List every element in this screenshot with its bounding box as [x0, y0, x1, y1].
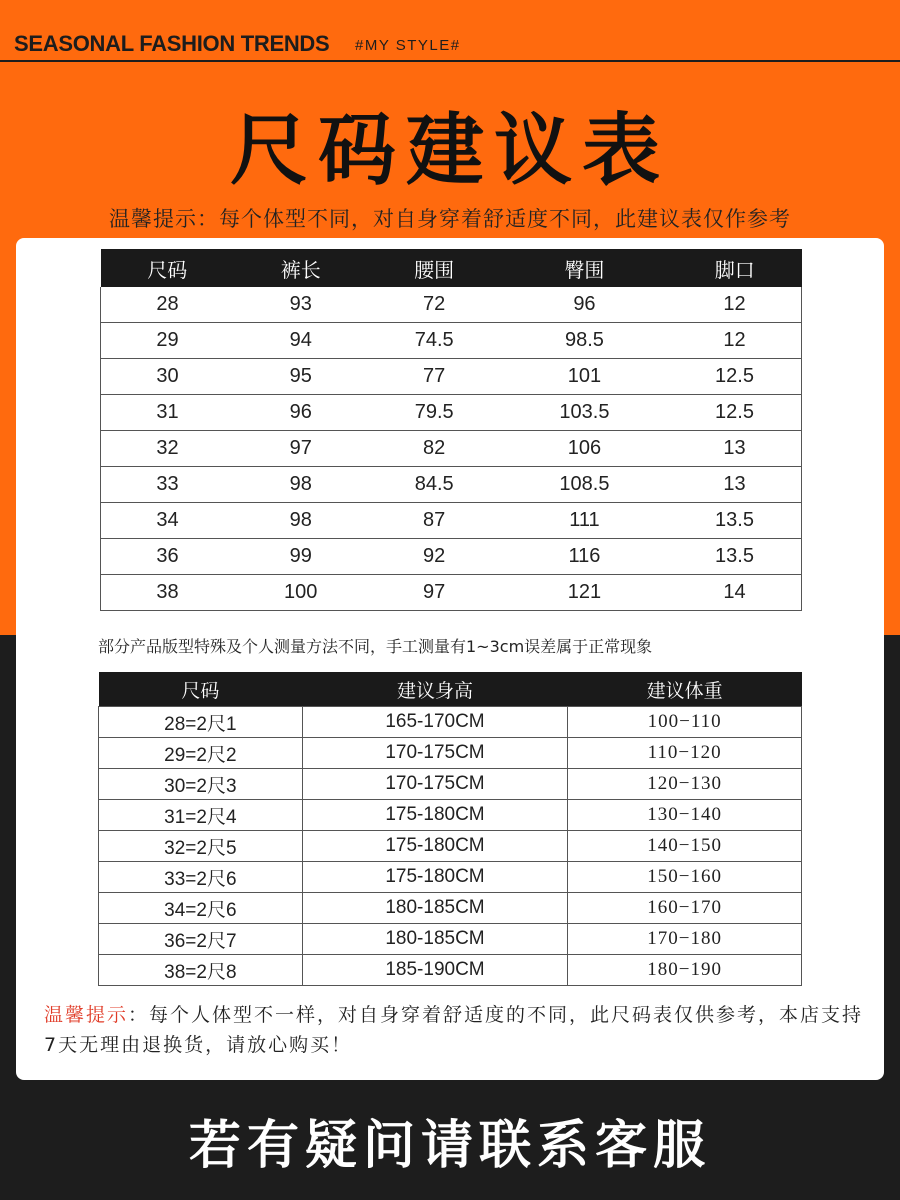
table-cell: 99 — [234, 539, 367, 575]
table-cell: 96 — [501, 287, 668, 323]
table-cell: 12.5 — [668, 359, 802, 395]
table-row — [101, 395, 802, 431]
table-cell: 160−170 — [568, 893, 802, 924]
table-cell: 36=2尺7 — [99, 924, 303, 955]
table-cell: 185-190CM — [302, 955, 568, 986]
table-cell: 97 — [367, 575, 500, 611]
table-cell: 84.5 — [367, 467, 500, 503]
table-cell: 28=2尺1 — [99, 707, 303, 738]
table-cell: 77 — [367, 359, 500, 395]
table-cell: 170−180 — [568, 924, 802, 955]
column-header: 臀围 — [501, 249, 668, 287]
table-cell: 13 — [668, 467, 802, 503]
table-row — [99, 738, 802, 769]
size-table-header — [101, 249, 802, 287]
table-cell: 170-175CM — [302, 738, 568, 769]
table-cell: 31 — [101, 395, 234, 431]
table-cell: 165-170CM — [302, 707, 568, 738]
table-cell: 34=2尺6 — [99, 893, 303, 924]
table-cell: 30=2尺3 — [99, 769, 303, 800]
table-row — [101, 539, 802, 575]
style-tag: #MY STYLE# — [355, 37, 461, 54]
top-bar — [0, 0, 900, 62]
measurement-note: 部分产品版型特殊及个人测量方法不同，手工测量有1~3cm误差属于正常现象 — [98, 637, 653, 656]
recommend-table-header — [99, 672, 802, 707]
table-cell: 111 — [501, 503, 668, 539]
table-cell: 92 — [367, 539, 500, 575]
table-row — [101, 323, 802, 359]
table-cell: 74.5 — [367, 323, 500, 359]
table-row — [99, 955, 802, 986]
table-row — [101, 575, 802, 611]
table-cell: 175-180CM — [302, 800, 568, 831]
table-cell: 82 — [367, 431, 500, 467]
table-row — [99, 707, 802, 738]
table-cell: 12 — [668, 323, 802, 359]
table-cell: 29 — [101, 323, 234, 359]
column-header: 建议身高 — [302, 672, 568, 707]
column-header: 腰围 — [367, 249, 500, 287]
tip-label: 温馨提示 — [44, 1004, 129, 1026]
table-cell: 120−130 — [568, 769, 802, 800]
size-table — [100, 249, 802, 611]
table-cell: 93 — [234, 287, 367, 323]
table-cell: 87 — [367, 503, 500, 539]
table-cell: 175-180CM — [302, 831, 568, 862]
table-cell: 180−190 — [568, 955, 802, 986]
table-cell: 12 — [668, 287, 802, 323]
table-cell: 36 — [101, 539, 234, 575]
tip-text: ：每个人体型不一样，对自身穿着舒适度的不同，此尺码表仅供参考，本店支持7天无理由退换货，请放心购买！ — [44, 1004, 864, 1056]
table-cell: 14 — [668, 575, 802, 611]
table-row — [99, 862, 802, 893]
table-row — [101, 467, 802, 503]
table-cell: 140−150 — [568, 831, 802, 862]
table-row — [99, 800, 802, 831]
column-header: 尺码 — [99, 672, 303, 707]
brand-text: SEASONAL FASHION TRENDS — [14, 31, 330, 56]
table-cell: 130−140 — [568, 800, 802, 831]
recommend-table — [98, 672, 802, 986]
column-header: 脚口 — [668, 249, 802, 287]
table-row — [99, 924, 802, 955]
table-cell: 96 — [234, 395, 367, 431]
table-cell: 97 — [234, 431, 367, 467]
table-cell: 95 — [234, 359, 367, 395]
table-cell: 180-185CM — [302, 924, 568, 955]
table-cell: 94 — [234, 323, 367, 359]
table-cell: 98 — [234, 467, 367, 503]
table-cell: 32=2尺5 — [99, 831, 303, 862]
table-cell: 175-180CM — [302, 862, 568, 893]
table-cell: 98 — [234, 503, 367, 539]
table-cell: 180-185CM — [302, 893, 568, 924]
column-header: 尺码 — [101, 249, 234, 287]
table-row — [101, 287, 802, 323]
table-cell: 33=2尺6 — [99, 862, 303, 893]
table-cell: 38=2尺8 — [99, 955, 303, 986]
table-cell: 33 — [101, 467, 234, 503]
table-row — [101, 503, 802, 539]
contact-banner: 若有疑问请联系客服 — [188, 1116, 711, 1176]
table-row — [99, 831, 802, 862]
table-row — [99, 769, 802, 800]
column-header: 建议体重 — [568, 672, 802, 707]
table-cell: 32 — [101, 431, 234, 467]
table-cell: 13.5 — [668, 503, 802, 539]
header-tip: 温馨提示：每个体型不同，对自身穿着舒适度不同，此建议表仅作参考 — [109, 207, 791, 231]
table-cell: 31=2尺4 — [99, 800, 303, 831]
table-cell: 30 — [101, 359, 234, 395]
table-row — [101, 431, 802, 467]
column-header: 裤长 — [234, 249, 367, 287]
table-cell: 110−120 — [568, 738, 802, 769]
page-title: 尺码建议表 — [229, 106, 670, 196]
table-cell: 103.5 — [501, 395, 668, 431]
table-cell: 38 — [101, 575, 234, 611]
table-row — [99, 893, 802, 924]
table-cell: 106 — [501, 431, 668, 467]
table-cell: 121 — [501, 575, 668, 611]
table-cell: 150−160 — [568, 862, 802, 893]
table-cell: 79.5 — [367, 395, 500, 431]
table-cell: 72 — [367, 287, 500, 323]
table-cell: 98.5 — [501, 323, 668, 359]
table-cell: 116 — [501, 539, 668, 575]
table-cell: 13 — [668, 431, 802, 467]
table-cell: 13.5 — [668, 539, 802, 575]
table-cell: 100 — [234, 575, 367, 611]
table-row — [101, 359, 802, 395]
table-cell: 100−110 — [568, 707, 802, 738]
table-cell: 170-175CM — [302, 769, 568, 800]
table-cell: 28 — [101, 287, 234, 323]
table-cell: 108.5 — [501, 467, 668, 503]
table-cell: 101 — [501, 359, 668, 395]
table-cell: 34 — [101, 503, 234, 539]
table-cell: 12.5 — [668, 395, 802, 431]
footer-tip — [44, 1000, 864, 1060]
table-cell: 29=2尺2 — [99, 738, 303, 769]
